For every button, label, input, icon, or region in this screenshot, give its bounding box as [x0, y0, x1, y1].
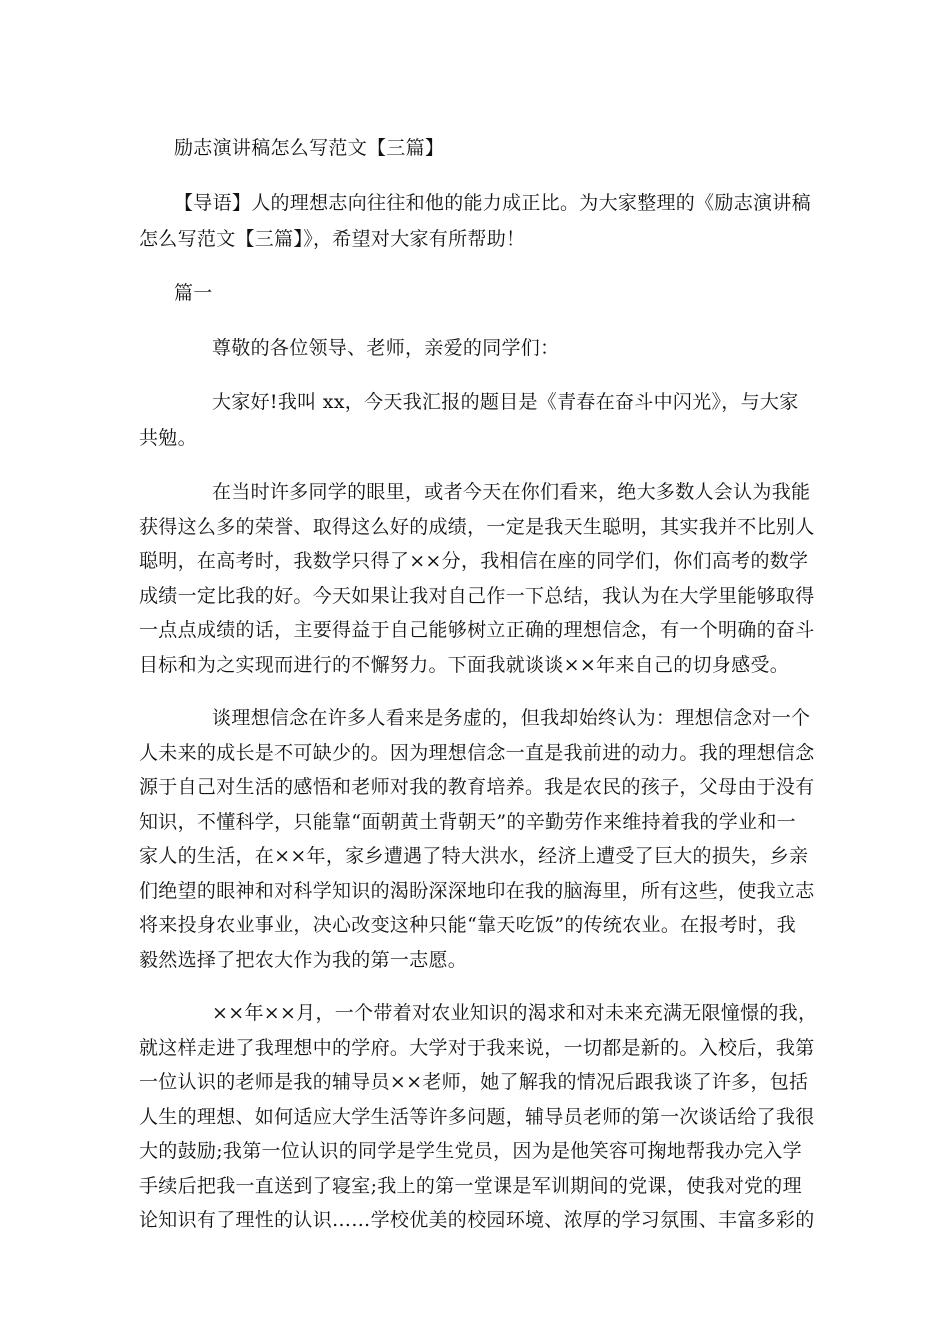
paragraph-line: 将来投身农业事业，决心改变这种只能“靠天吃饭”的传统农业。在报考时，我 [139, 914, 796, 936]
paragraph-line: 手续后把我一直送到了寝室;我上的第一堂课是军训期间的党课，使我对党的理 [139, 1175, 802, 1197]
paragraph-line: 共勉。 [139, 427, 197, 449]
paragraph-line: 人未来的成长是不可缺少的。因为理想信念一直是我前进的动力。我的理想信念 [139, 742, 815, 764]
intro-line: 【导语】人的理想志向往往和他的能力成正比。为大家整理的《励志演讲稿 [174, 192, 811, 214]
paragraph-line: 源于自己对生活的感悟和老师对我的教育培养。我是农民的孩子，父母由于没有 [139, 776, 815, 798]
paragraph-line: 成绩一定比我的好。今天如果让我对自己作一下总结，我认为在大学里能够取得 [139, 585, 815, 607]
paragraph-line: 获得这么多的荣誉、取得这么好的成绩，一定是我天生聪明，其实我并不比别人 [139, 516, 815, 538]
paragraph-line: 目标和为之实现而进行的不懈努力。下面我就谈谈××年来自己的切身感受。 [139, 654, 790, 676]
intro-line: 怎么写范文【三篇】》，希望对大家有所帮助！ [139, 228, 526, 250]
salutation: 尊敬的各位领导、老师，亲爱的同学们： [212, 337, 560, 359]
paragraph-line: 知识，不懂科学，只能靠“面朝黄土背朝天”的辛勤劳作来维持着我的学业和一 [139, 811, 796, 833]
paragraph-line: 聪明，在高考时，我数学只得了××分，我相信在座的同学们，你们高考的数学 [139, 550, 809, 572]
paragraph-line: 一位认识的老师是我的辅导员××老师，她了解我的情况后跟我谈了许多，包括 [139, 1071, 809, 1093]
paragraph-line: 谈理想信念在许多人看来是务虚的，但我却始终认为：理想信念对一个 [212, 707, 811, 729]
paragraph-line: 论知识有了理性的认识……学校优美的校园环境、浓厚的学习氛围、丰富多彩的 [139, 1209, 815, 1231]
paragraph-line: 人生的理想、如何适应大学生活等许多问题，辅导员老师的第一次谈话给了我很 [139, 1106, 815, 1128]
document-title: 励志演讲稿怎么写范文【三篇】 [174, 137, 445, 159]
paragraph-line: 们绝望的眼神和对科学知识的渴盼深深地印在我的脑海里，所有这些，使我立志 [139, 880, 815, 902]
paragraph-line: 在当时许多同学的眼里，或者今天在你们看来，绝大多数人会认为我能 [212, 481, 811, 503]
paragraph-line: 一点点成绩的话，主要得益于自己能够树立正确的理想信念，有一个明确的奋斗 [139, 619, 815, 641]
paragraph-line: 大家好!我叫 xx，今天我汇报的题目是《青春在奋斗中闪光》，与大家 [212, 391, 799, 413]
paragraph-line: ××年××月，一个带着对农业知识的渴求和对未来充满无限憧憬的我， [212, 1002, 818, 1024]
section-heading: 篇一 [174, 282, 213, 304]
paragraph-line: 家人的生活，在××年，家乡遭遇了特大洪水，经济上遭受了巨大的损失，乡亲 [139, 845, 809, 867]
paragraph-line: 就这样走进了我理想中的学府。大学对于我来说，一切都是新的。入校后，我第 [139, 1037, 815, 1059]
paragraph-line: 毅然选择了把农大作为我的第一志愿。 [139, 949, 468, 971]
paragraph-line: 大的鼓励;我第一位认识的同学是学生党员，因为是他笑容可掬地帮我办完入学 [139, 1140, 802, 1162]
